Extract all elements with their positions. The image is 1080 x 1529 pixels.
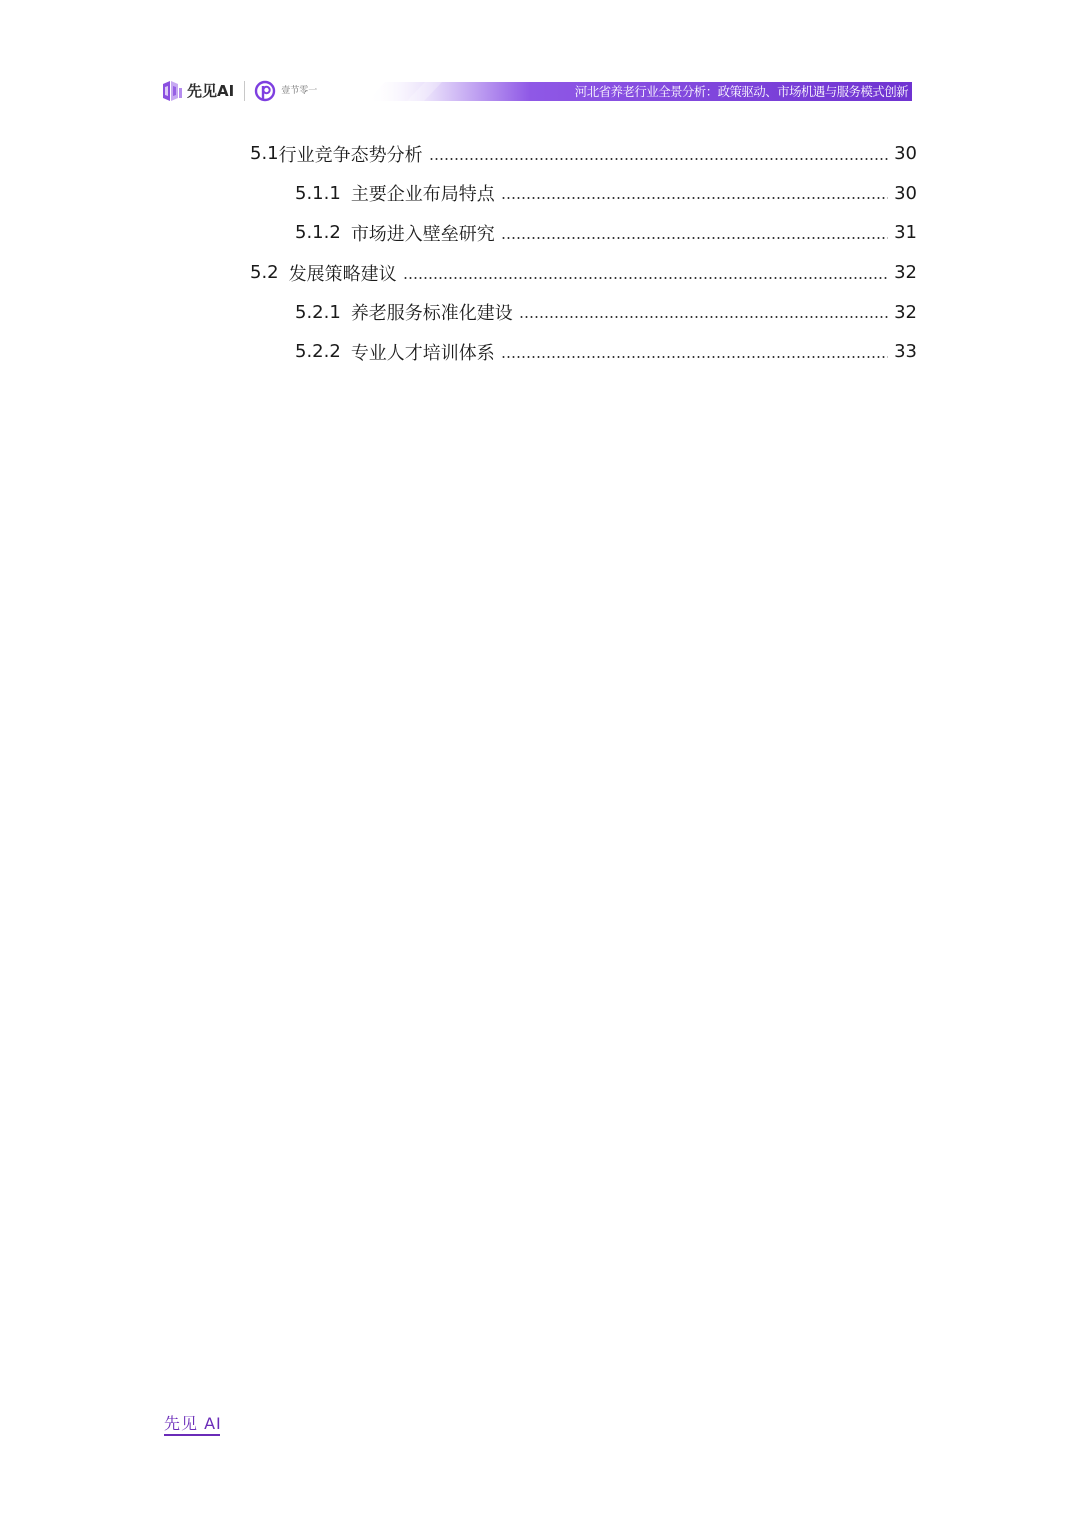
- toc-dot-leader: [403, 277, 888, 279]
- toc-entry-title: 专业人才培训体系: [350, 342, 495, 364]
- toc-entry[interactable]: [250, 332, 917, 372]
- toc-entry-page: 30: [894, 143, 917, 165]
- partner-logo-icon: [254, 80, 276, 102]
- toc-entry-title: 主要企业布局特点: [350, 184, 495, 206]
- toc-entry-number: 5.1.1: [295, 182, 341, 204]
- logo-group: [160, 76, 317, 106]
- toc-entry-title: 市场进入壁垒研究: [350, 223, 495, 245]
- brand-logo-icon: [160, 78, 184, 104]
- toc-entry-page: 31: [894, 222, 917, 244]
- toc-dot-leader: [429, 158, 888, 160]
- toc-entry[interactable]: [250, 292, 917, 332]
- toc-entry-number: 5.1.2: [295, 222, 341, 244]
- toc-entry[interactable]: [250, 213, 917, 253]
- toc-entry-number: 5.2: [250, 262, 279, 284]
- toc-dot-leader: [501, 237, 888, 239]
- toc-dot-leader: [501, 197, 888, 199]
- toc-entry-number: 5.2.2: [295, 341, 341, 363]
- toc-entry[interactable]: [250, 134, 917, 174]
- toc-entry-number: 5.1: [250, 143, 279, 165]
- logo-divider: [244, 81, 245, 101]
- toc-entry-title: 行业竞争态势分析: [278, 144, 423, 166]
- toc-entry[interactable]: [250, 253, 917, 293]
- toc-entry-title: 养老服务标准化建设: [350, 303, 513, 325]
- report-title-banner: [367, 82, 912, 101]
- report-title: 河北省养老行业全景分析：政策驱动、市场机遇与服务模式创新: [574, 84, 908, 99]
- footer-underline: [164, 1434, 220, 1436]
- toc-entry-page: 32: [894, 301, 917, 323]
- toc-entry-page: 30: [894, 182, 917, 204]
- table-of-contents: [250, 134, 917, 372]
- page-header: [0, 0, 1080, 120]
- partner-name: 壹节零一: [281, 85, 318, 96]
- toc-entry[interactable]: [250, 174, 917, 214]
- toc-dot-leader: [519, 316, 888, 318]
- footer-brand: 先见 AI: [164, 1414, 222, 1433]
- toc-entry-number: 5.2.1: [295, 301, 341, 323]
- toc-entry-title: 发展策略建议: [288, 263, 397, 285]
- brand-name: 先见AI: [187, 81, 235, 100]
- toc-entry-page: 33: [894, 341, 917, 363]
- toc-dot-leader: [501, 356, 888, 358]
- toc-entry-page: 32: [894, 262, 917, 284]
